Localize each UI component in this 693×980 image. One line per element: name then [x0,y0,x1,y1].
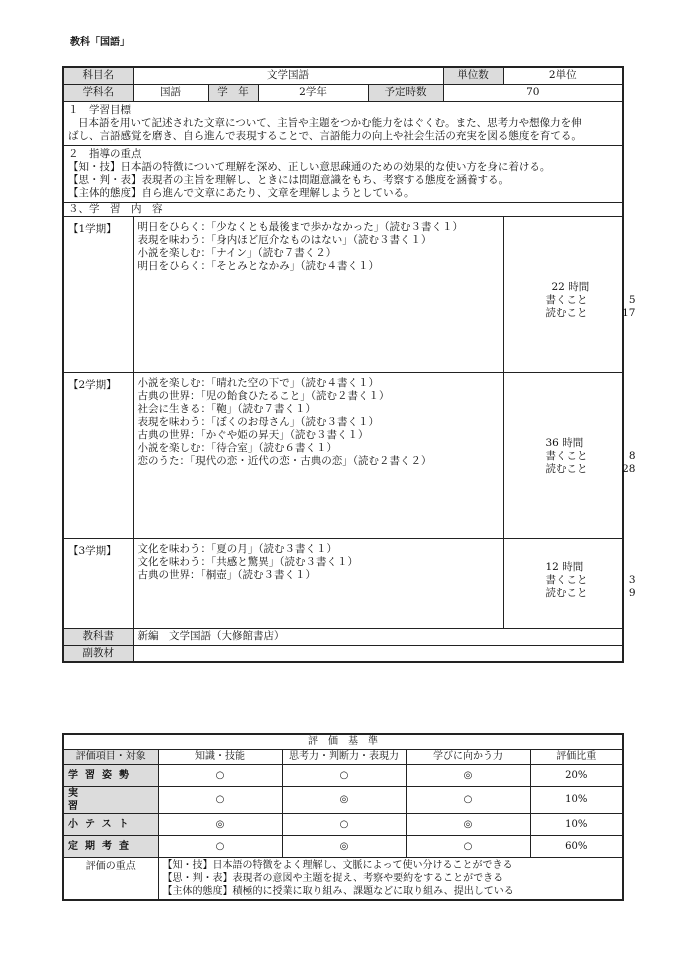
term-items [133,372,503,538]
evaluation-table [62,733,624,901]
eval-mark: ○ [282,813,406,835]
hours-label: 予定時数 [368,84,443,101]
term-item: 小説を楽しむ：「待合室」（読む６書く１） [137,441,337,454]
term-item: 古典の世界：「かぐや姫の昇天」（読む３書く１） [137,428,369,441]
eval-header: 学びに向かう力 [406,749,530,764]
read-label: 読むこと [545,586,588,599]
eval-item-label: 学習姿勢 [68,769,136,781]
eval-weight: 10% [530,786,623,813]
term-item: 古典の世界：「児の飴食ひたること」（読む２書く１） [137,389,390,402]
eval-focus-line: 【知・技】日本語の特徴をよく理解し、文脈によって使い分けることができる [162,859,513,871]
write-label: 書くこと [545,449,588,462]
term-hours [503,372,636,538]
eval-mark: ◎ [282,835,406,857]
eval-item [63,764,158,786]
eval-item [63,835,158,857]
content-title: ３、学 習 内 容 [63,202,623,216]
grade-value: 2学年 [258,84,368,101]
eval-mark: ○ [158,835,282,857]
focus-line: 【思・判・表】表現者の主旨を理解し、ときには問題意識をもち、考察する態度を涵養する。 [68,173,509,186]
eval-row [63,786,623,813]
textbook-value: 新編 文学国語（大修館書店） [133,628,623,645]
read-label: 読むこと [545,306,588,319]
read-label: 読むこと [545,462,588,475]
page-header: 教科「国語」 [70,37,130,48]
eval-mark: ○ [406,786,530,813]
eval-item-label: 定期考査 [68,840,136,852]
eval-mark: ◎ [158,813,282,835]
goals-line: 日本語を用いて記述された文章について、主旨や主題をつかむ能力をはぐくむ。また、思考力や想像力を伸 [78,116,582,129]
dept-label: 学科名 [63,84,133,101]
term-item: 明日をひらく：「そとみとなかみ」（読む４書く１） [137,259,379,272]
term-items [133,216,503,372]
term-item: 表現を味わう：「身内ほど厄介なものはない」（読む３書く１） [137,233,432,246]
textbook-label: 教科書 [63,628,133,645]
term-label: 【2学期】 [63,372,133,538]
read-count: 9 [628,586,636,599]
read-count: 28 [622,462,636,475]
sub-material-value [133,645,623,662]
eval-header: 評価比重 [530,749,623,764]
eval-focus-line: 【主体的態度】積極的に授業に取り組み、課題などに取り組み、提出している [162,885,514,897]
eval-focus-line: 【思・判・表】表現者の意図や主題を捉え、考察や要約をすることができる [162,872,504,884]
eval-item-label: 小テスト [68,818,136,830]
write-count: 5 [628,293,636,306]
eval-mark: ○ [406,835,530,857]
focus-line: 【知・技】日本語の特徴について理解を深め、正しい意思疎通のための効果的な使い方を身に着ける。 [68,160,551,173]
credits-label: 単位数 [443,67,503,84]
eval-header: 評価項目・対象 [63,749,158,764]
term-item: 小説を楽しむ：「晴れた空の下で」（読む４書く１） [137,376,379,389]
term-hours [503,216,636,372]
sub-material-label: 副教材 [63,645,133,662]
goals-section [63,101,623,145]
read-count: 17 [622,306,636,319]
dept-value: 国語 [133,84,208,101]
grade-label: 学 年 [208,84,258,101]
term-item: 小説を楽しむ：「ナイン」（読む７書く２） [137,246,337,259]
focus-title: ２ 指導の重点 [68,147,142,160]
term-items [133,538,503,628]
eval-mark: ◎ [406,764,530,786]
term-item: 文化を味わう：「夏の月」（読む３書く１） [137,542,337,555]
evaluation-title: 評 価 基 準 [63,734,623,749]
term-item: 明日をひらく：「少なくとも最後まで歩かなかった」（読む３書く１） [137,220,463,233]
term-hours-total: 12 時間 [545,560,584,573]
eval-item [63,813,158,835]
credits-value: 2単位 [503,67,623,84]
eval-mark: ◎ [406,813,530,835]
term-item: 社会に生きる：「鞄」（読む７書く１） [137,402,316,415]
term-label: 【1学期】 [63,216,133,372]
term-hours [503,538,636,628]
eval-row [63,764,623,786]
eval-header: 思考力・判断力・表現力 [282,749,406,764]
term-hours-total: 22 時間 [551,280,590,293]
term-item: 文化を味わう：「共感と驚異」（読む３書く１） [137,555,358,568]
eval-row [63,835,623,857]
term-item: 表現を味わう：「ぼくのお母さん」（読む３書く１） [137,415,379,428]
write-count: 3 [628,573,636,586]
goals-line: ばし、言語感覚を磨き、自ら進んで表現することで、言語能力の向上や社会生活の充実を図る態度を育てる。 [68,129,582,142]
eval-row [63,813,623,835]
syllabus-table [62,66,636,663]
eval-mark: ◎ [282,786,406,813]
eval-item-label: 実習 [68,787,138,812]
focus-section [63,145,623,202]
write-label: 書くこと [545,573,588,586]
focus-line: 【主体的態度】自ら進んで文章にあたり、文章を理解しようとしている。 [68,186,415,199]
term-item: 恋のうた：「現代の恋・近代の恋・古典の恋」（読む２書く２） [137,454,432,467]
subject-value: 文学国語 [133,67,443,84]
eval-weight: 20% [530,764,623,786]
eval-mark: ○ [158,764,282,786]
term-hours-total: 36 時間 [545,436,584,449]
eval-weight: 60% [530,835,623,857]
write-label: 書くこと [545,293,588,306]
write-count: 8 [628,449,636,462]
eval-header: 知識・技能 [158,749,282,764]
term-item: 古典の世界：「桐壺」（読む３書く１） [137,568,316,581]
subject-label: 科目名 [63,67,133,84]
term-label: 【3学期】 [63,538,133,628]
eval-mark: ○ [282,764,406,786]
eval-focus-label: 評価の重点 [63,857,158,900]
hours-value: 70 [443,84,623,101]
eval-weight: 10% [530,813,623,835]
goals-title: １ 学習目標 [68,103,131,116]
eval-mark: ○ [158,786,282,813]
eval-item [63,786,158,813]
eval-focus [158,857,623,900]
